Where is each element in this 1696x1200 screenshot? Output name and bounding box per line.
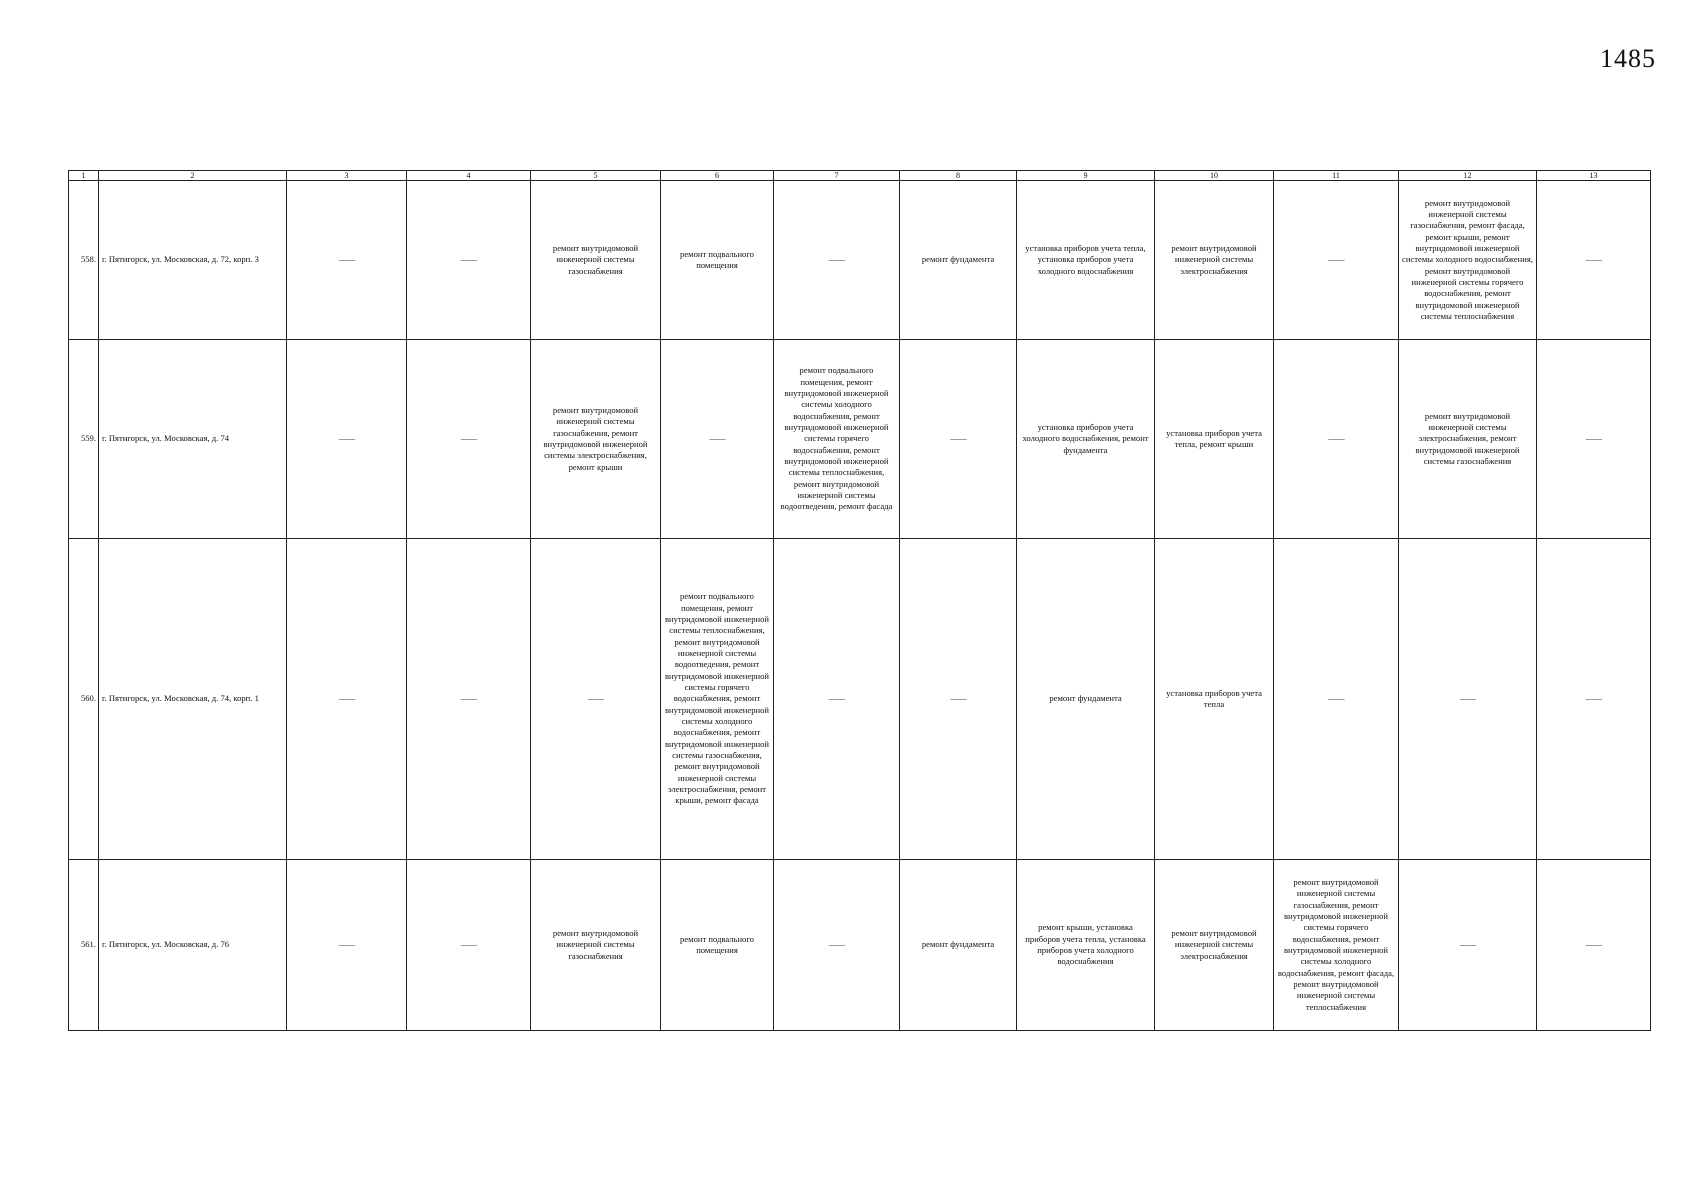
table-cell: ——: [900, 539, 1017, 860]
row-address: г. Пятигорск, ул. Московская, д. 74: [99, 340, 287, 539]
table-cell: ——: [1399, 860, 1537, 1031]
table-cell: ремонт внутридомовой инженерной системы электроснабжения, ремонт внутридомовой инженерной системы газоснабжения: [1399, 340, 1537, 539]
table-cell: ——: [900, 340, 1017, 539]
column-header: 13: [1537, 171, 1651, 181]
table-cell: ремонт фундамента: [900, 181, 1017, 340]
table-cell: ——: [1537, 340, 1651, 539]
row-number: 561.: [69, 860, 99, 1031]
table-cell: ——: [407, 539, 531, 860]
table-cell: установка приборов учета тепла: [1155, 539, 1274, 860]
table-row: [69, 539, 1651, 860]
column-number-row: [69, 171, 1651, 181]
table-cell: ——: [1274, 539, 1399, 860]
repair-schedule-table: [68, 170, 1651, 1031]
column-header: 10: [1155, 171, 1274, 181]
table-cell: ремонт подвального помещения, ремонт внутридомовой инженерной системы теплоснабжения, ремонт внутридомовой инженерной системы водоотведения, ремонт внутридомовой инженерной системы горячего водоснабжения, ремонт внутридомовой инженерной системы холодного водоснабжения, ремонт внутридомовой инженерной системы газоснабжения, ремонт внутридомовой инженерной системы электроснабжения, ремонт крыши, ремонт фасада: [661, 539, 774, 860]
table-cell: ——: [1537, 181, 1651, 340]
table-row: [69, 181, 1651, 340]
table-cell: ——: [1537, 539, 1651, 860]
table-cell: ремонт фундамента: [900, 860, 1017, 1031]
table-row: [69, 340, 1651, 539]
column-header: 4: [407, 171, 531, 181]
table-cell: ремонт подвального помещения: [661, 181, 774, 340]
table-cell: ремонт внутридомовой инженерной системы газоснабжения, ремонт внутридомовой инженерной системы электроснабжения, ремонт крыши: [531, 340, 661, 539]
column-header: 9: [1017, 171, 1155, 181]
table-row: [69, 860, 1651, 1031]
row-address: г. Пятигорск, ул. Московская, д. 72, корп. 3: [99, 181, 287, 340]
column-header: 1: [69, 171, 99, 181]
table-cell: ——: [1537, 860, 1651, 1031]
row-number: 560.: [69, 539, 99, 860]
row-number: 559.: [69, 340, 99, 539]
table-cell: ремонт внутридомовой инженерной системы электроснабжения: [1155, 181, 1274, 340]
table-cell: ——: [287, 181, 407, 340]
column-header: 8: [900, 171, 1017, 181]
table-cell: ремонт внутридомовой инженерной системы газоснабжения: [531, 860, 661, 1031]
table-cell: ——: [407, 860, 531, 1031]
table-cell: ——: [531, 539, 661, 860]
table-cell: ремонт крыши, установка приборов учета тепла, установка приборов учета холодного водоснабжения: [1017, 860, 1155, 1031]
column-header: 5: [531, 171, 661, 181]
table-cell: ——: [407, 181, 531, 340]
table-cell: ——: [774, 860, 900, 1031]
table-cell: ——: [774, 181, 900, 340]
table-cell: ——: [1274, 340, 1399, 539]
column-header: 3: [287, 171, 407, 181]
table-cell: ремонт внутридомовой инженерной системы электроснабжения: [1155, 860, 1274, 1031]
table-cell: ——: [407, 340, 531, 539]
table-cell: ——: [287, 860, 407, 1031]
table-cell: установка приборов учета тепла, установка приборов учета холодного водоснабжения: [1017, 181, 1155, 340]
table-cell: ——: [1274, 181, 1399, 340]
table-cell: ремонт внутридомовой инженерной системы газоснабжения, ремонт внутридомовой инженерной системы горячего водоснабжения, ремонт внутридомовой инженерной системы холодного водоснабжения, ремонт фасада, ремонт внутридомовой инженерной системы теплоснабжения: [1274, 860, 1399, 1031]
table-cell: установка приборов учета тепла, ремонт крыши: [1155, 340, 1274, 539]
column-header: 2: [99, 171, 287, 181]
table-cell: ремонт фундамента: [1017, 539, 1155, 860]
table-cell: ——: [661, 340, 774, 539]
table-cell: ремонт подвального помещения: [661, 860, 774, 1031]
table-cell: ——: [774, 539, 900, 860]
table-cell: установка приборов учета холодного водоснабжения, ремонт фундамента: [1017, 340, 1155, 539]
table-cell: ——: [1399, 539, 1537, 860]
column-header: 7: [774, 171, 900, 181]
column-header: 11: [1274, 171, 1399, 181]
table-cell: ремонт внутридомовой инженерной системы газоснабжения: [531, 181, 661, 340]
column-header: 6: [661, 171, 774, 181]
row-address: г. Пятигорск, ул. Московская, д. 76: [99, 860, 287, 1031]
column-header: 12: [1399, 171, 1537, 181]
row-address: г. Пятигорск, ул. Московская, д. 74, корп. 1: [99, 539, 287, 860]
table-cell: ——: [287, 340, 407, 539]
table-cell: ремонт подвального помещения, ремонт внутридомовой инженерной системы холодного водоснабжения, ремонт внутридомовой инженерной системы горячего водоснабжения, ремонт внутридомовой инженерной системы теплоснабжения, ремонт внутридомовой инженерной системы водоотведения, ремонт фасада: [774, 340, 900, 539]
page-number: 1485: [1600, 44, 1656, 73]
table-cell: ——: [287, 539, 407, 860]
row-number: 558.: [69, 181, 99, 340]
table-cell: ремонт внутридомовой инженерной системы газоснабжения, ремонт фасада, ремонт крыши, ремонт внутридомовой инженерной системы холодного водоснабжения, ремонт внутридомовой инженерной системы горячего водоснабжения, ремонт внутридомовой инженерной системы теплоснабжения: [1399, 181, 1537, 340]
